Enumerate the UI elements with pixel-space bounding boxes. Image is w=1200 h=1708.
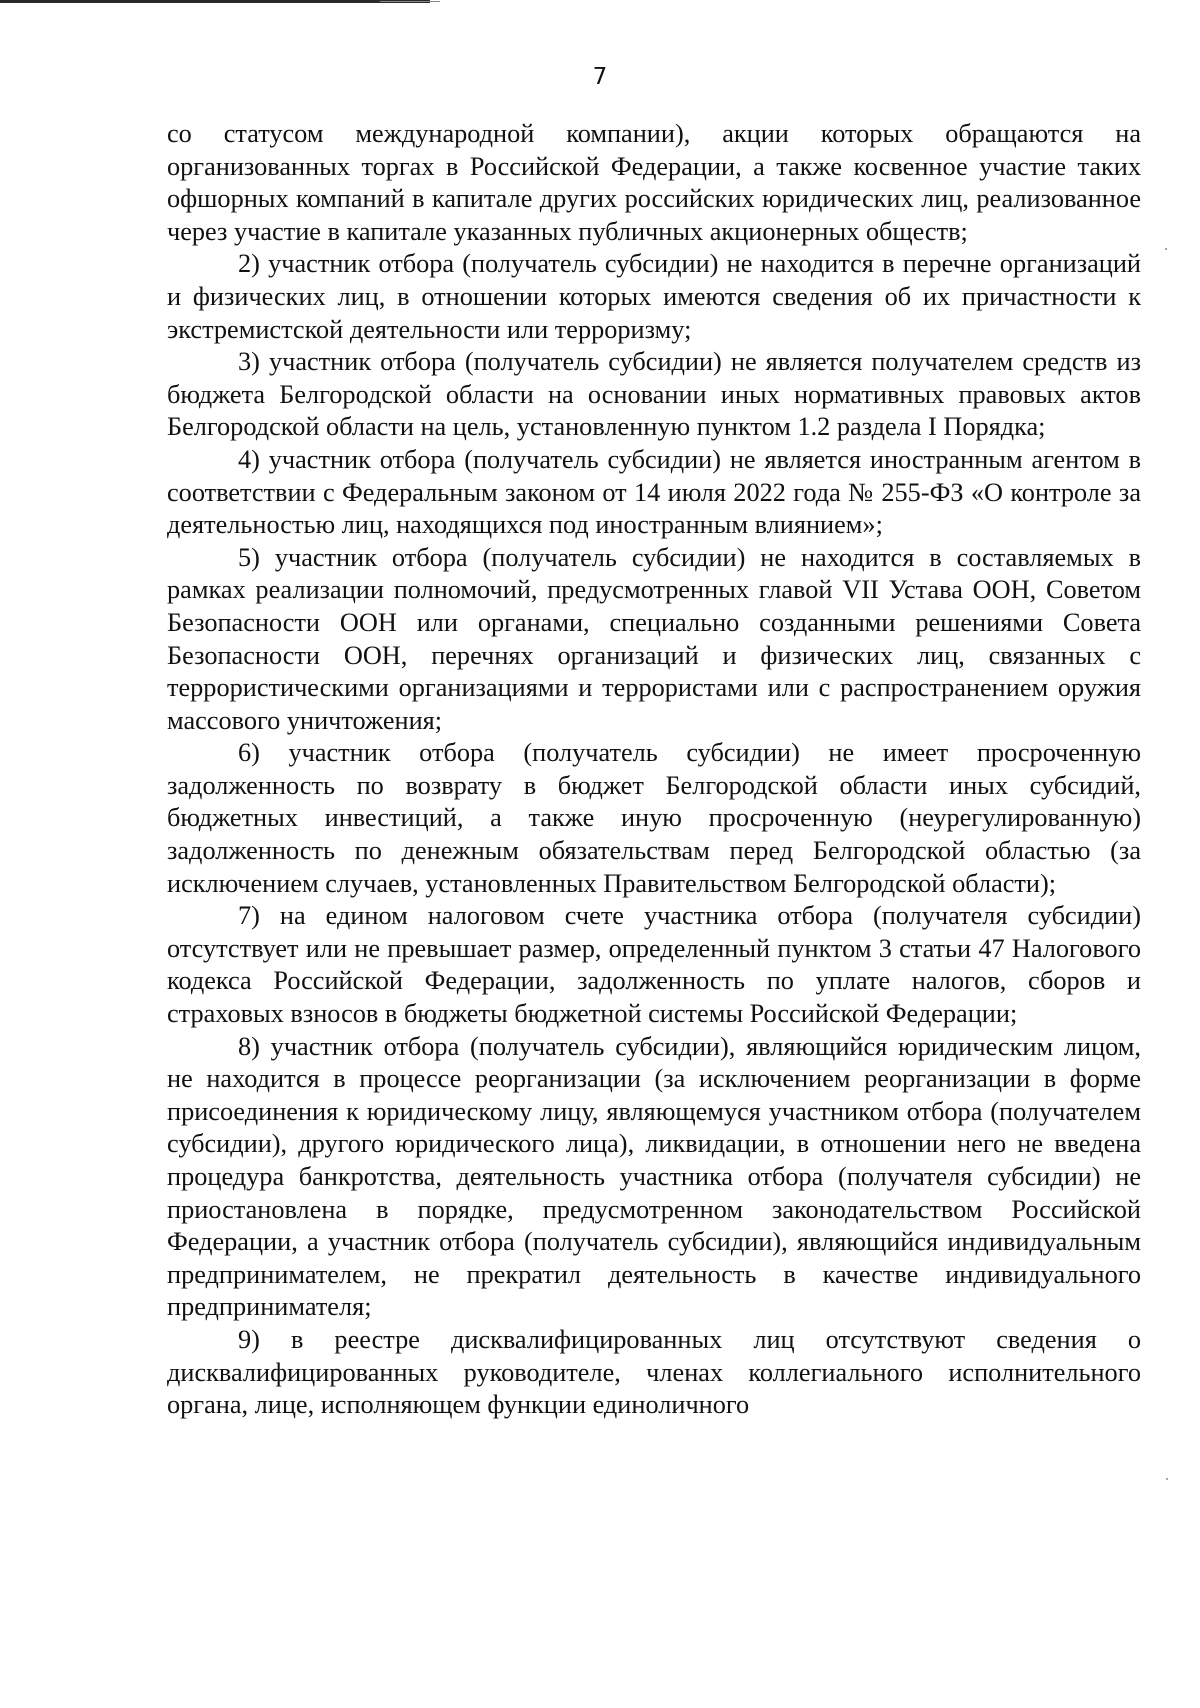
paragraph-item-4: 4) участник отбора (получатель субсидии) не является иностранным агентом в соответствии с Федеральным законом от 14 июля 2022 года № 255-ФЗ «О контроле за деятельностью лиц, находящихся под иностранным влиянием»;: [167, 444, 1141, 540]
paragraph-item-9: 9) в реестре дисквалифицированных лиц отсутствуют сведения о дисквалифицированных руководителе, членах коллегиального исполнительного органа, лице, исполняющем функции единоличного: [167, 1324, 1141, 1420]
scan-edge-mark: [380, 1, 440, 2]
paragraph-item-5: 5) участник отбора (получатель субсидии) не находится в составляемых в рамках реализации полномочий, предусмотренных главой VII Устава ООН, Советом Безопасности ООН или органами, специально созданными решениями Совета Безопасности ООН, перечнях организаций и физических лиц, связанных с террористическими организациями и террористами или с распространением оружия массового уничтожения;: [167, 542, 1141, 735]
scan-speck: [1166, 1478, 1168, 1480]
paragraph-item-8: 8) участник отбора (получатель субсидии), являющийся юридическим лицом, не находится в процессе реорганизации (за исключением реорганизации в форме присоединения к юридическому лицу, являющемуся участником отбора (получателем субсидии), другого юридического лица), ликвидации, в отношении него не введена процедура банкротства, деятельность участника отбора (получателя субсидии) не приостановлена в порядке, предусмотренном законодательством Российской Федерации, а участник отбора (получатель субсидии), являющийся индивидуальным предпринимателем, не прекратил деятельность в качестве индивидуального предпринимателя;: [167, 1031, 1141, 1322]
document-body: [167, 118, 1141, 1422]
paragraph-continuation: со статусом международной компании), акции которых обращаются на организованных торгах в Российской Федерации, а также косвенное участие таких офшорных компаний в капитале других российских юридических лиц, реализованное через участие в капитале указанных публичных акционерных обществ;: [167, 119, 1141, 246]
paragraph-item-6: 6) участник отбора (получатель субсидии) не имеет просроченную задолженность по возврату в бюджет Белгородской области иных субсидий, бюджетных инвестиций, а также иную просроченную (неурегулированную) задолженность по денежным обязательствам перед Белгородской областью (за исключением случаев, установленных Правительством Белгородской области);: [167, 738, 1141, 898]
paragraph-item-2: 2) участник отбора (получатель субсидии) не находится в перечне организаций и физических лиц, в отношении которых имеются сведения об их причастности к экстремистской деятельности или терроризму;: [167, 249, 1141, 344]
paragraph-item-3: 3) участник отбора (получатель субсидии) не является получателем средств из бюджета Белгородской области на основании иных нормативных правовых актов Белгородской области на цель, установленную пунктом 1.2 раздела I Порядка;: [167, 347, 1141, 442]
page-number: 7: [592, 64, 608, 90]
scan-edge-line: [0, 0, 430, 3]
scan-speck: [1165, 248, 1167, 250]
paragraph-item-7: 7) на едином налоговом счете участника отбора (получателя субсидии) отсутствует или не превышает размер, определенный пунктом 3 статьи 47 Налогового кодекса Российской Федерации, задолженность по уплате налогов, сборов и страховых взносов в бюджеты бюджетной системы Российской Федерации;: [167, 901, 1141, 1029]
